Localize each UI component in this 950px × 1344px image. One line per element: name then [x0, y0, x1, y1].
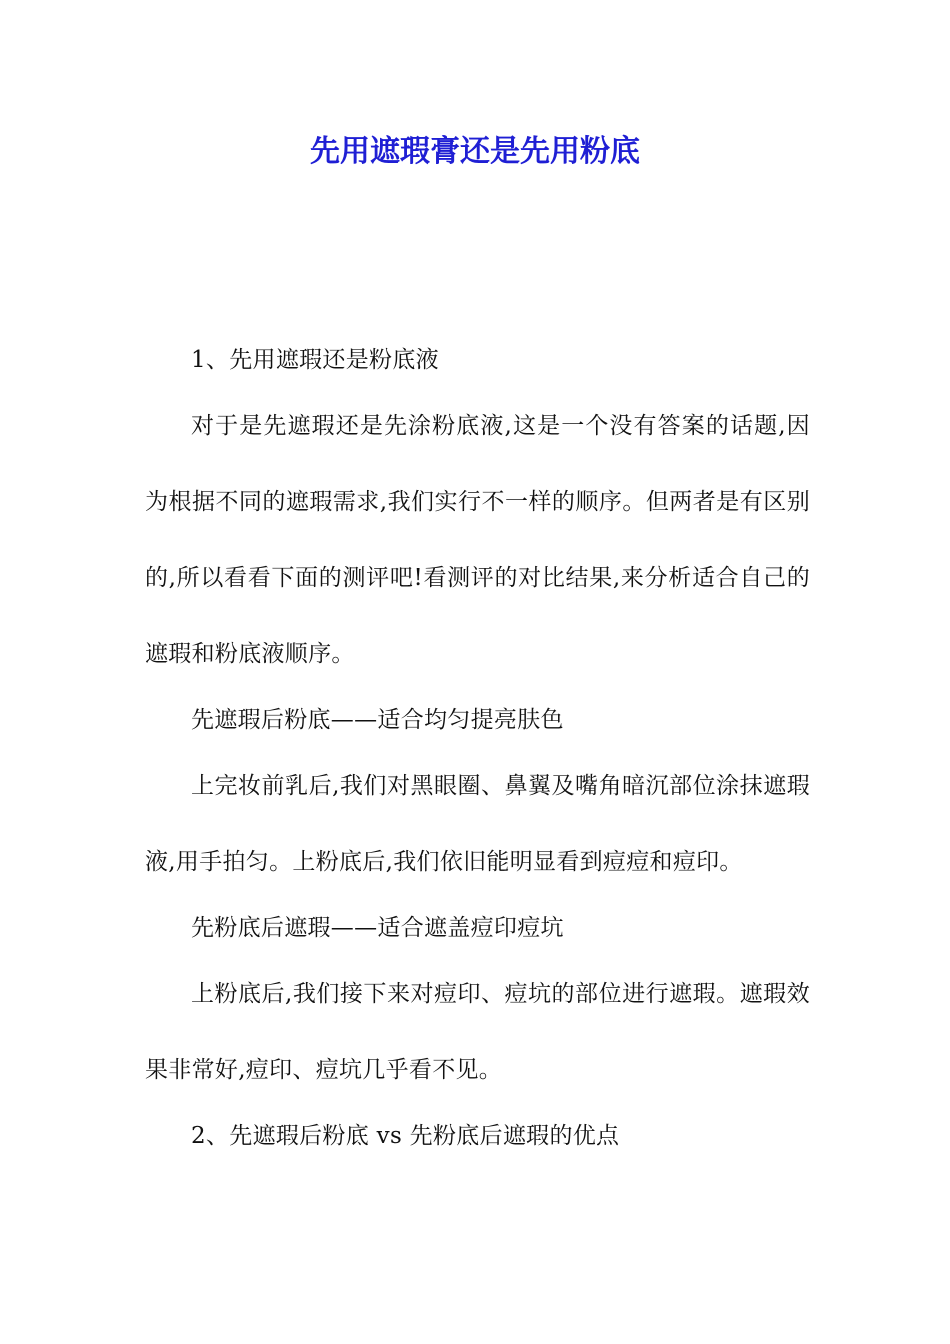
- section-heading-2: 2、先遮瑕后粉底 vs 先粉底后遮瑕的优点: [191, 1123, 620, 1149]
- subheading-foundation-first: 先粉底后遮瑕——适合遮盖痘印痘坑: [191, 915, 564, 941]
- paragraph-foundation-first: 上粉底后,我们接下来对痘印、痘坑的部位进行遮瑕。遮瑕效果非常好,痘印、痘坑几乎看不见。: [145, 981, 810, 1083]
- paragraph-concealer-first: 上完妆前乳后,我们对黑眼圈、鼻翼及嘴角暗沉部位涂抹遮瑕液,用手拍匀。上粉底后,我们依旧能明显看到痘痘和痘印。: [145, 773, 810, 875]
- section-heading-1: 1、先用遮瑕还是粉底液: [191, 347, 439, 373]
- subheading-concealer-first: 先遮瑕后粉底——适合均匀提亮肤色: [191, 707, 564, 733]
- paragraph-intro: 对于是先遮瑕还是先涂粉底液,这是一个没有答案的话题,因为根据不同的遮瑕需求,我们实行不一样的顺序。但两者是有区别的,所以看看下面的测评吧!看测评的对比结果,来分析适合自己的遮瑕和粉底液顺序。: [145, 413, 810, 667]
- document-body: [145, 340, 810, 1182]
- document-title: 先用遮瑕膏还是先用粉底: [310, 134, 640, 169]
